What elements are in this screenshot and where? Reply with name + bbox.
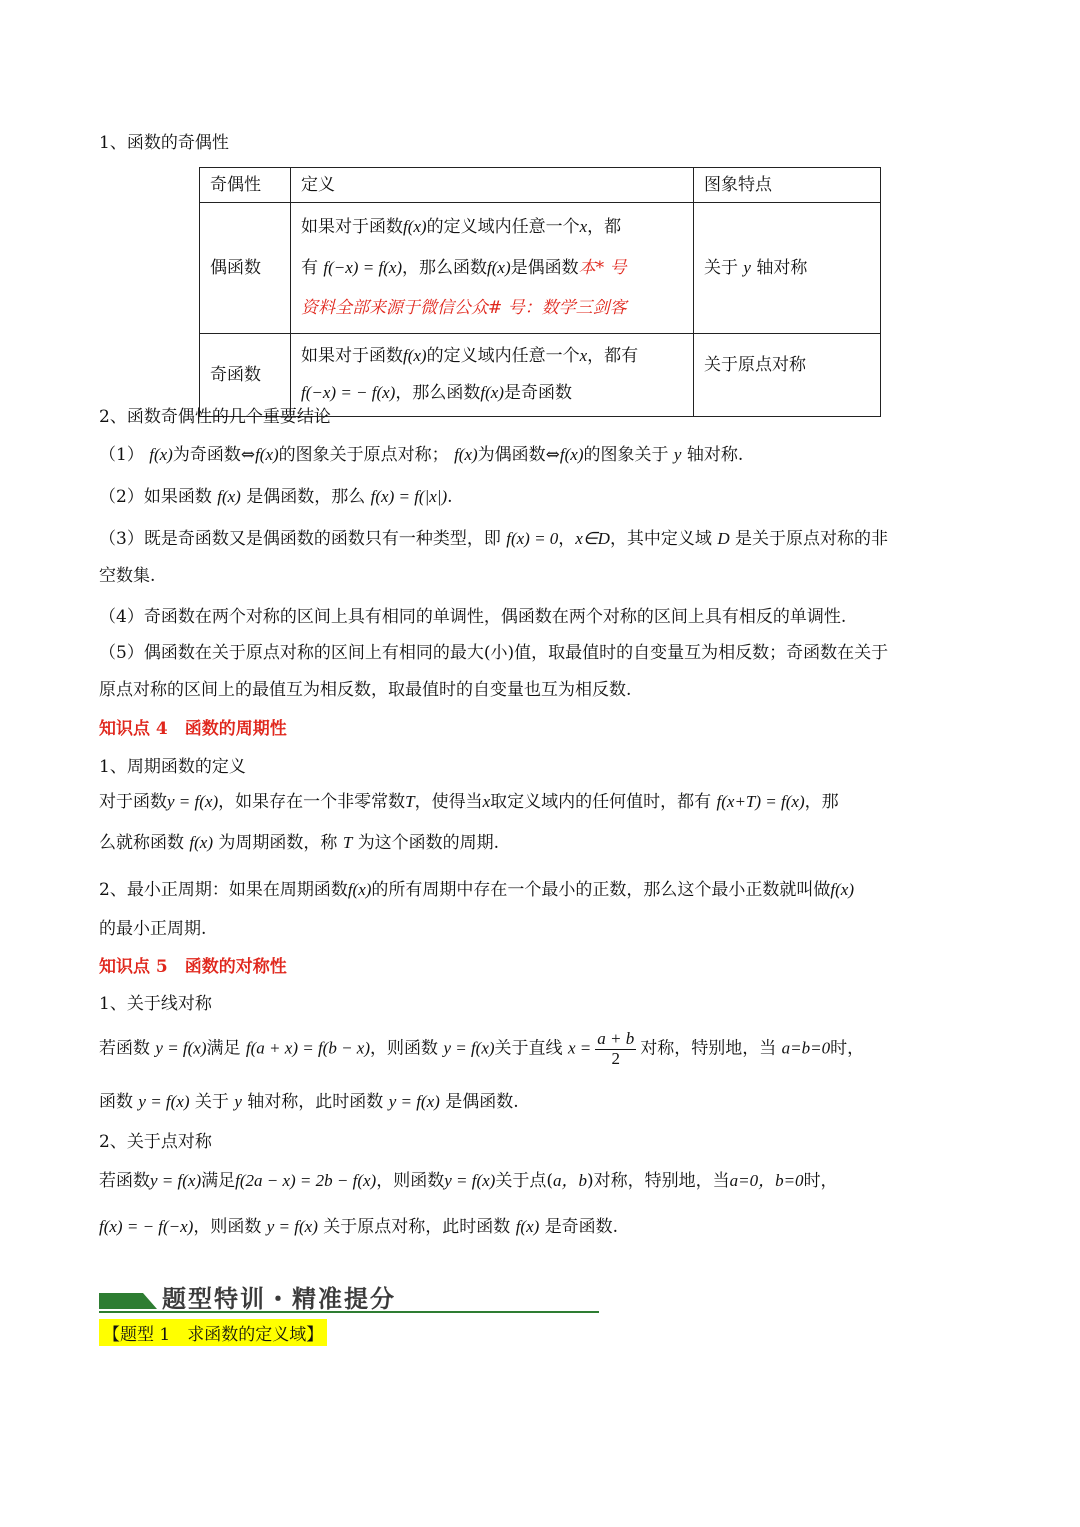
section-banner <box>99 1279 599 1315</box>
section-1-heading: 1、函数的奇偶性 <box>99 133 229 153</box>
odd-function-feature: 关于原点对称 <box>694 334 881 416</box>
knowledge-point-4-title: 知识点 4 函数的周期性 <box>99 719 287 739</box>
conclusion-5: （5）偶函数在关于原点对称的区间上有相同的最大(小)值，取最值时的自变量互为相反数；奇函数在关于 原点对称的区间上的最值互为相反数，取最值时的自变量也互为相反数. <box>99 643 889 701</box>
point-symmetry-text-2: f(x) = − f(−x)，则函数 y = f(x) 关于原点对称，此时函数 f(x) 是奇函数. <box>99 1217 619 1237</box>
table-row-odd <box>200 334 881 416</box>
knowledge-point-5-title: 知识点 5 函数的对称性 <box>99 957 287 977</box>
point-symmetry-heading: 2、关于点对称 <box>99 1132 212 1152</box>
line-symmetry-heading: 1、关于线对称 <box>99 994 212 1014</box>
table-row-even <box>200 203 881 334</box>
conclusion-3: （3）既是奇函数又是偶函数的函数只有一种类型，即 f(x) = 0，x∈D，其中定义域 D 是关于原点对称的非 空数集. <box>99 529 889 587</box>
line-symmetry-text: 若函数 y = f(x)满足 f(a + x) = f(b − x)，则函数 y = f(x)关于直线 x = $\frac{a + b}{2}$ 对称，特别地，当 a=b=0时， <box>99 1029 865 1068</box>
banner-title: 题型特训・精准提分 <box>162 1285 396 1313</box>
odd-function-definition: 如果对于函数f(x)的定义域内任意一个x，都有 f(−x) = − f(x)，那么函数f(x)是奇函数 <box>291 334 694 416</box>
parity-table <box>199 167 881 417</box>
even-function-definition: 如果对于函数f(x)的定义域内任意一个x，都 有 f(−x) = f(x)，那么函数f(x)是偶函数本* 号 资料全部来源于微信公众# 号：数学三剑客 <box>291 203 694 334</box>
watermark-text-2: 资料全部来源于微信公众# 号：数学三剑客 <box>301 298 627 319</box>
even-function-feature: 关于 y 轴对称 <box>694 203 881 334</box>
header-parity: 奇偶性 <box>200 168 291 203</box>
periodic-definition-text: 对于函数y = f(x)，如果存在一个非零常数T，使得当x取定义域内的任何值时，都有 f(x+T) = f(x)，那 么就称函数 f(x) 为周期函数，称 T 为这个函数的周期. <box>99 792 839 853</box>
watermark-text: 本* 号 <box>578 258 627 279</box>
line-symmetry-text-2: 函数 y = f(x) 关于 y 轴对称，此时函数 y = f(x) 是偶函数. <box>99 1092 519 1112</box>
header-graph-feature: 图象特点 <box>694 168 881 203</box>
periodic-definition-heading: 1、周期函数的定义 <box>99 757 246 777</box>
odd-function-label: 奇函数 <box>200 334 291 416</box>
header-definition: 定义 <box>291 168 694 203</box>
question-type-1-label: 【题型 1 求函数的定义域】 <box>99 1319 327 1346</box>
banner-green-block <box>99 1293 157 1309</box>
conclusion-2: （2）如果函数 f(x) 是偶函数，那么 f(x) = f(|x|). <box>99 487 453 507</box>
conclusion-1: （1） f(x)为奇函数⇔f(x)的图象关于原点对称； f(x)为偶函数⇔f(x)的图象关于 y 轴对称. <box>99 445 744 465</box>
point-symmetry-text: 若函数y = f(x)满足f(2a − x) = 2b − f(x)，则函数y = f(x)关于点(a，b)对称，特别地，当a=0，b=0时， <box>99 1171 838 1191</box>
even-function-label: 偶函数 <box>200 203 291 334</box>
section-2-heading: 2、函数奇偶性的几个重要结论 <box>99 407 331 427</box>
minimal-period-text: 2、最小正周期：如果在周期函数f(x)的所有周期中存在一个最小的正数，那么这个最小正数就叫做f(x) 的最小正周期. <box>99 880 855 940</box>
conclusion-4: （4）奇函数在两个对称的区间上具有相同的单调性，偶函数在两个对称的区间上具有相反的单调性. <box>99 607 847 627</box>
fraction: $\frac{a + b}{2}$ <box>597 1029 635 1068</box>
table-header-row <box>200 168 881 203</box>
